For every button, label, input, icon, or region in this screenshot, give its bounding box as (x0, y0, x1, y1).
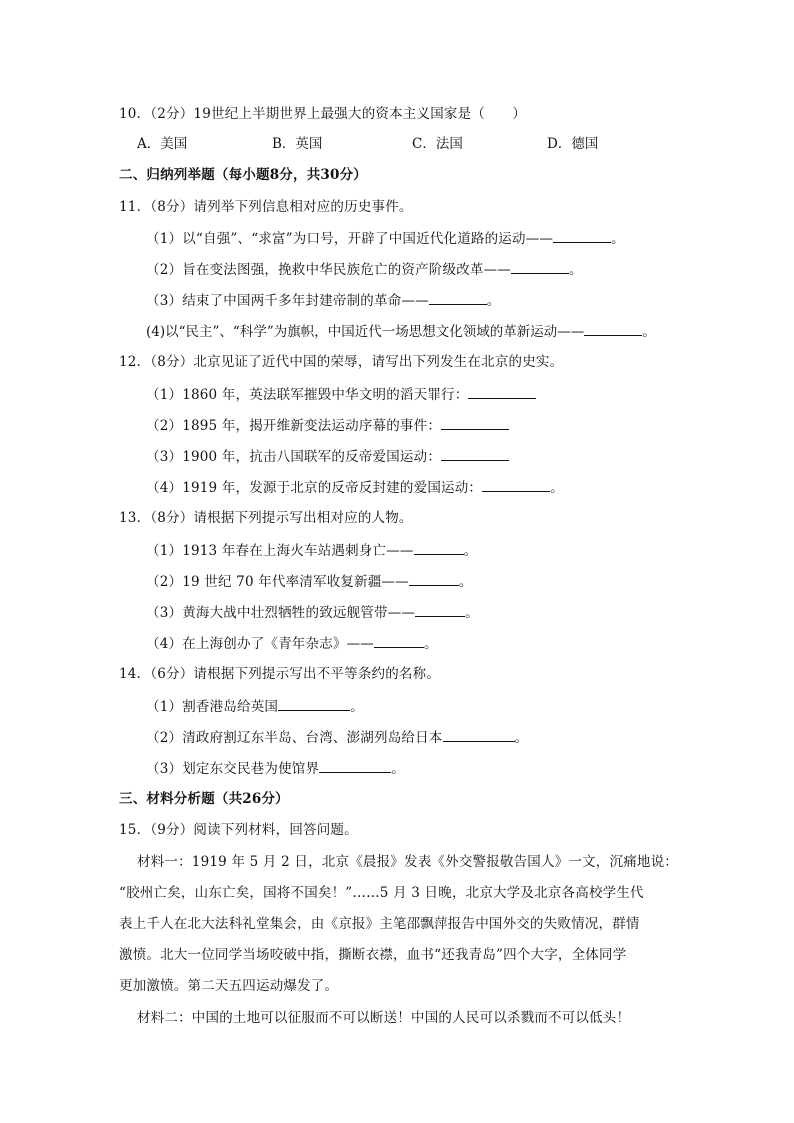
answer-blank[interactable] (584, 321, 642, 336)
answer-blank[interactable] (414, 540, 464, 555)
answer-blank[interactable] (409, 571, 459, 586)
answer-blank[interactable] (443, 727, 515, 742)
item-end: 。 (350, 699, 364, 715)
item-end: 。 (550, 480, 564, 496)
answer-blank[interactable] (319, 758, 391, 773)
question-14-item-3 (146, 758, 405, 779)
item-text: （1）1913 年春在上海火车站遇刺身亡—— (146, 543, 414, 559)
question-14-stem: 14．（6分）请根据下列提示写出不平等条约的名称。 (119, 666, 441, 682)
option-c: C．法国 (412, 136, 463, 152)
item-end: 。 (465, 605, 479, 621)
answer-blank[interactable] (441, 446, 509, 461)
item-end: 。 (463, 543, 478, 559)
question-13-item-3 (146, 602, 479, 623)
question-11-item-2 (146, 259, 583, 280)
item-text: （4）1919 年，发源于北京的反帝反封建的爱国运动： (146, 480, 483, 496)
item-text: （2）清政府割辽东半岛、台湾、澎湖列岛给日本 (146, 730, 443, 746)
item-text: （1）1860 年，英法联军摧毁中华文明的滔天罪行： (146, 387, 469, 403)
material-1-line-5: 更加激愤。第二天五四运动爆发了。 (119, 978, 339, 994)
material-1-line-1: 材料一：1919 年 5 月 2 日，北京《晨报》发表《外交警报敬告国人》一文，沉痛地说： (137, 854, 678, 870)
item-end: 。 (391, 761, 405, 777)
question-15-stem: 15．（9分）阅读下列材料，回答问题。 (119, 822, 358, 838)
question-11-stem: 11．（8分）请列举下列信息相对应的历史事件。 (119, 199, 413, 215)
question-14-item-1 (146, 696, 364, 717)
item-text: （2）19 世纪 70 年代率清军收复新疆—— (146, 574, 409, 590)
question-13-stem: 13．（8分）请根据下列提示写出相对应的人物。 (119, 510, 413, 526)
answer-blank[interactable] (441, 415, 509, 430)
item-text: (4)以“民主”、“科学”为旗帜，中国近代一场思想文化领域的革新运动—— (146, 324, 585, 340)
question-12-item-4 (146, 477, 564, 498)
material-1-line-3: 表上千人在北大法科礼堂集会，由《京报》主笔邵飘萍报告中国外交的失败情况，群情 (119, 916, 640, 932)
question-12-item-2 (146, 415, 509, 436)
question-12-item-3 (146, 446, 509, 467)
option-b: B．英国 (272, 136, 323, 152)
material-2: 材料二：中国的土地可以征服而不可以断送！中国的人民可以杀戮而不可以低头！ (137, 1010, 631, 1026)
option-d: D．德国 (547, 136, 599, 152)
item-end: 。 (458, 574, 473, 590)
answer-blank[interactable] (429, 290, 487, 305)
question-13-item-2 (146, 571, 473, 592)
item-text: （3）划定东交民巷为使馆界 (146, 761, 320, 777)
item-text: （1）以“自强”、“求富”为口号，开辟了中国近代化道路的运动—— (146, 231, 554, 247)
item-text: （1）割香港岛给英国 (146, 699, 279, 715)
item-text: （3）1900 年，抗击八国联军的反帝爱国运动： (146, 449, 442, 465)
question-14-item-2 (146, 727, 528, 748)
answer-blank[interactable] (278, 696, 350, 711)
item-text: （3）结束了中国两千多年封建帝制的革命—— (146, 293, 429, 309)
item-text: （2）旨在变法图强，挽救中华民族危亡的资产阶级改革—— (146, 262, 511, 278)
answer-blank[interactable] (415, 602, 465, 617)
section-3-title: 三、材料分析题（共26分） (119, 791, 289, 807)
question-13-item-1 (146, 540, 477, 561)
question-10-stem: 10．（2分）19世纪上半期世界上最强大的资本主义国家是（ ） (119, 106, 527, 122)
item-end: 。 (514, 730, 529, 746)
question-12-item-1 (146, 384, 536, 405)
answer-blank[interactable] (511, 259, 569, 274)
item-end: 。 (569, 262, 583, 278)
question-11-item-3 (146, 290, 501, 311)
option-a: A．美国 (137, 136, 188, 152)
answer-blank[interactable] (374, 633, 424, 648)
item-end: 。 (642, 324, 656, 340)
answer-blank[interactable] (482, 477, 550, 492)
answer-blank[interactable] (553, 228, 611, 243)
question-11-item-4 (146, 321, 656, 342)
item-end: 。 (486, 293, 501, 309)
question-11-item-1 (146, 228, 625, 249)
question-12-stem: 12．（8分）北京见证了近代中国的荣辱，请写出下列发生在北京的史实。 (119, 354, 564, 370)
question-13-item-4 (146, 633, 438, 654)
material-1-line-4: 激愤。北大一位同学当场咬破中指，撕断衣襟，血书“还我青岛”四个大字，全体同学 (119, 947, 627, 963)
section-2-title: 二、归纳列举题（每小题8分，共30分） (119, 167, 367, 183)
answer-blank[interactable] (468, 384, 536, 399)
material-1-line-2: “胶州亡矣，山东亡矣，国将不国矣！”……5 月 3 日晚，北京大学及北京各高校学生代 (119, 885, 644, 901)
item-end: 。 (424, 636, 438, 652)
item-text: （4）在上海创办了《青年杂志》—— (146, 636, 374, 652)
item-text: （2）1895 年，揭开维新变法运动序幕的事件： (146, 418, 442, 434)
item-text: （3）黄海大战中壮烈牺牲的致远舰管带—— (146, 605, 416, 621)
item-end: 。 (611, 231, 625, 247)
